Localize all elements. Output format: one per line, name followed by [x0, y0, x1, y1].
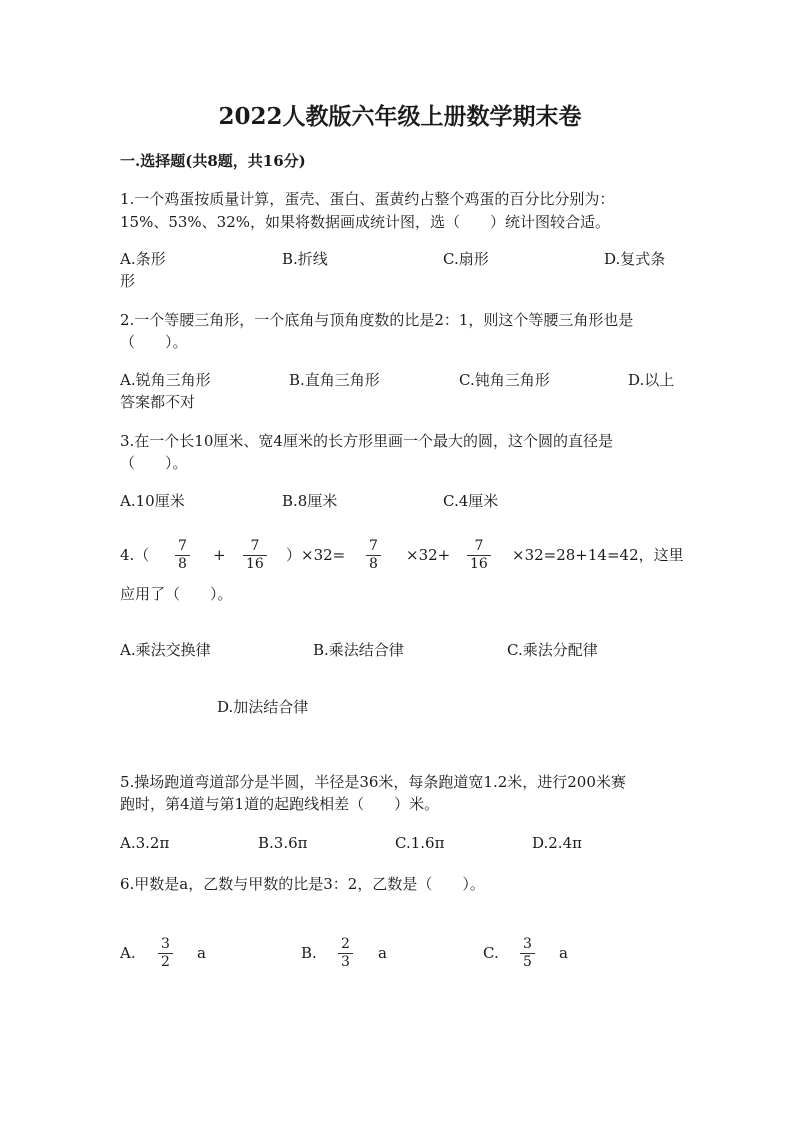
question-3-line-2: （ ）。	[120, 454, 188, 472]
q2-option-a: A.锐角三角形	[120, 371, 211, 389]
q2-option-d: D.以上	[628, 371, 675, 389]
q3-option-b: B.8厘米	[282, 492, 338, 510]
q1-option-b: B.折线	[282, 250, 328, 268]
q6-option-c-fraction	[521, 936, 534, 971]
q6-option-a-var: a	[197, 944, 206, 962]
question-6-line-1: 6.甲数是a，乙数与甲数的比是3：2，乙数是（ ）。	[120, 875, 485, 893]
q4-plus: +	[213, 546, 226, 564]
q6-c-denominator: 5	[523, 954, 532, 970]
q4-fraction-4-numerator: 7	[474, 538, 484, 554]
q1-option-c: C.扇形	[443, 250, 489, 268]
q6-option-a-fraction	[159, 936, 172, 971]
q4-fraction-1-numerator: 7	[178, 538, 187, 554]
q4-fraction-4-denominator: 16	[470, 556, 488, 572]
q4-fraction-1	[176, 538, 189, 573]
question-4-line-2: 应用了（ ）。	[120, 585, 233, 603]
q4-fraction-3-numerator: 7	[369, 538, 378, 554]
question-5-line-1: 5.操场跑道弯道部分是半圆，半径是36米，每条跑道宽1.2米，进行200米赛	[120, 773, 626, 791]
q1-option-d: D.复式条	[604, 250, 666, 268]
question-4-prefix: 4.（	[120, 546, 150, 564]
q1-option-a: A.条形	[120, 250, 166, 268]
q6-option-b-fraction	[339, 936, 352, 971]
question-3-line-1: 3.在一个长10厘米、宽4厘米的长方形里画一个最大的圆，这个圆的直径是	[120, 432, 613, 450]
question-1-line-2: 15%、53%、32%，如果将数据画成统计图，选（ ）统计图较合适。	[120, 213, 611, 231]
q6-option-c-label: C.	[483, 944, 499, 962]
q6-option-b-var: a	[378, 944, 387, 962]
question-2-line-1: 2.一个等腰三角形，一个底角与顶角度数的比是2：1，则这个等腰三角形也是	[120, 311, 634, 329]
q5-option-a: A.3.2π	[120, 834, 170, 852]
q4-fraction-3	[367, 538, 380, 573]
q5-option-d: D.2.4π	[532, 834, 582, 852]
q4-fraction-2-denominator: 16	[246, 556, 264, 572]
q1-option-d-wrap: 形	[120, 272, 136, 290]
q6-c-numerator: 3	[523, 936, 532, 952]
q6-option-a-label: A.	[120, 944, 136, 962]
q2-option-c: C.钝角三角形	[459, 371, 550, 389]
q4-fraction-3-denominator: 8	[369, 556, 378, 572]
q2-option-d-wrap: 答案都不对	[120, 393, 196, 411]
q4-fraction-4	[468, 538, 490, 573]
page-title: 2022人教版六年级上册数学期末卷	[218, 103, 582, 130]
q3-option-c: C.4厘米	[443, 492, 499, 510]
q4-times-32-equals: ）×32=	[286, 546, 346, 564]
q4-option-a: A.乘法交换律	[120, 641, 211, 659]
q6-a-denominator: 2	[161, 954, 170, 970]
q6-b-denominator: 3	[341, 954, 350, 970]
question-2-line-2: （ ）。	[120, 333, 188, 351]
q5-option-b: B.3.6π	[258, 834, 308, 852]
q4-result: ×32=28+14=42，这里	[512, 546, 684, 564]
q4-fraction-2-numerator: 7	[250, 538, 260, 554]
q5-option-c: C.1.6π	[395, 834, 445, 852]
question-5-line-2: 跑时，第4道与第1道的起跑线相差（ ）米。	[120, 795, 440, 813]
q4-option-c: C.乘法分配律	[507, 641, 598, 659]
q6-option-b-label: B.	[301, 944, 317, 962]
question-1-line-1: 1.一个鸡蛋按质量计算，蛋壳、蛋白、蛋黄约占整个鸡蛋的百分比分别为：	[120, 190, 615, 208]
q3-option-a: A.10厘米	[120, 492, 185, 510]
q4-option-d: D.加法结合律	[217, 698, 309, 716]
q4-times-32-plus: ×32+	[406, 546, 451, 564]
q4-fraction-1-denominator: 8	[178, 556, 187, 572]
q4-fraction-2	[244, 538, 266, 573]
q6-option-c-var: a	[559, 944, 568, 962]
section-heading: 一.选择题(共8题，共16分)	[120, 152, 306, 170]
q2-option-b: B.直角三角形	[289, 371, 380, 389]
q6-a-numerator: 3	[161, 936, 170, 952]
q4-option-b: B.乘法结合律	[313, 641, 404, 659]
q6-b-numerator: 2	[341, 936, 350, 952]
